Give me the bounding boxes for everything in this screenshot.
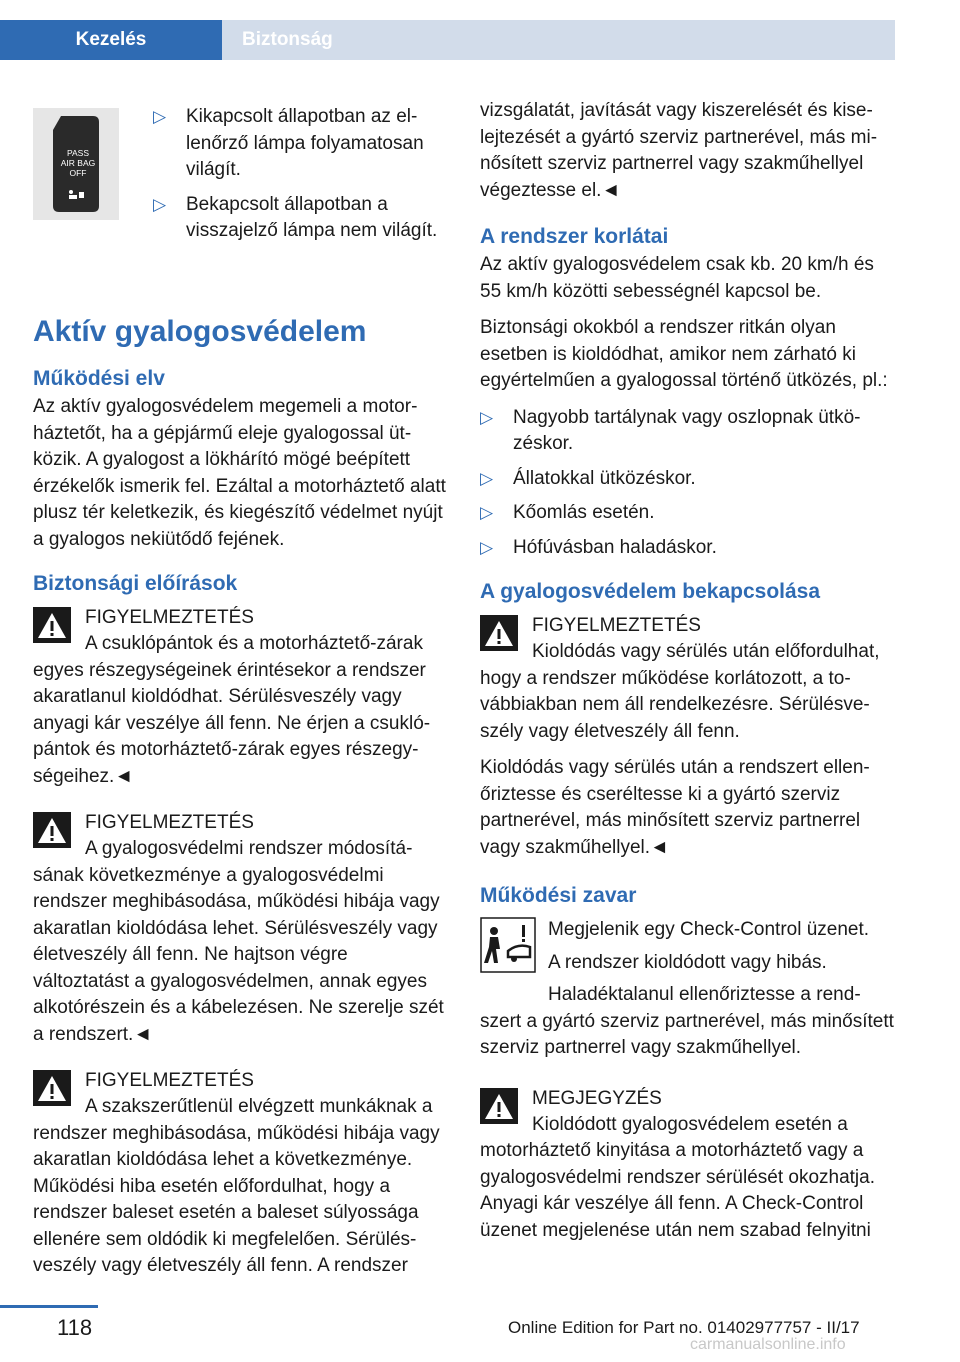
svg-text:PASS: PASS (66, 148, 90, 158)
paragraph: Kioldódás vagy sérülés után a rendszert ellenőriztesse és cseréltesse ki a gyártó szerviz partnerével, más minősített szerviz partnerrel vagy szakműhellyel.◄ (480, 757, 870, 858)
warning-block (33, 1068, 447, 1280)
warning-block (33, 810, 447, 1048)
bullet-triangle-icon: ▷ (153, 107, 167, 126)
paragraph: Biztonsági okokból a rendszer ritkán olyan esetben is kioldódhat, amikor nem zárható ki egyértelműen a gyalogossal történő ütközés, pl.: (480, 317, 888, 391)
bullet-triangle-icon: ▷ (480, 407, 494, 427)
warning-block (480, 613, 894, 745)
list-item: ▷ Hófúvásban haladáskor. (480, 535, 894, 562)
malfunction-line: A rendszer kioldódott vagy hibás. (548, 951, 827, 973)
airbag-switch-icon (33, 108, 119, 220)
right-column (480, 98, 894, 1244)
note-block (480, 1086, 894, 1245)
note-text: Kioldódott gyalogosvédelem esetén a motorháztető kinyitása a motorháztető vagy a gyalogosvédelmi rendszer sérülését okozhatja. Anyagi kár veszélye áll fenn. A Check-Control üzenet megjelenése után nem szabad felnyitni (480, 1113, 875, 1241)
bullet-triangle-icon: ▷ (480, 468, 494, 488)
svg-text:AIR BAG: AIR BAG (60, 158, 96, 168)
paragraph: vizsgálatát, javítását vagy kiszerelését és kiselejtezését a gyártó szerviz partnerével, más minősített szerviz partnerrel vagy szakműhellyel végeztesse el.◄ (480, 100, 878, 201)
list-item: ▷ Állatokkal ütközéskor. (480, 466, 894, 493)
warning-text: A csuklópántok és a motorháztető-zárak egyes részegységeinek érintésekor a rendszer akaratlanul kioldódhat. Sérülésveszély vagy anyagi kár veszélye áll fenn. Ne érjen a csuklópántok és motorháztető-zárak egyes részegységeihez.◄ (33, 633, 431, 787)
watermark: carmanualsonline.info (690, 1336, 846, 1353)
warning-heading: FIGYELMEZTETÉS (85, 607, 254, 628)
header-tabs (0, 0, 895, 60)
list-item: ▷ Bekapcsolt állapotban a visszajelző lámpa nem világít. (153, 193, 438, 241)
page-number: 118 (57, 1315, 93, 1340)
warning-icon (480, 615, 518, 651)
subsection-title: Működési zavar (480, 884, 637, 907)
tab-biztonsag[interactable]: Biztonság (222, 20, 895, 60)
footer-rule (0, 1305, 98, 1308)
paragraph: Az aktív gyalogosvédelem csak kb. 20 km/h és 55 km/h közötti sebességnél kapcsol be. (480, 254, 874, 302)
bullet-triangle-icon: ▷ (153, 194, 167, 214)
warning-heading: FIGYELMEZTETÉS (85, 1070, 254, 1091)
svg-text:OFF: OFF (69, 168, 87, 178)
warning-text: A szakszerűtlenül elvégzett munkáknak a rendszer meghibásodása, működési hibája vagy akaratlan kioldódása lehet a következménye. Működési hiba esetén előfordulhat, hogy a rendszer baleset esetén a baleset súlyossága ellenére sem oldódik ki megfelelően. Sérülésveszély vagy életveszély áll fenn. A rendszer (33, 1096, 440, 1276)
list-item: ▷ Nagyobb tartálynak vagy oszlopnak ütközéskor. (480, 406, 861, 454)
subsection-title: Biztonsági előírások (33, 572, 238, 595)
warning-icon (33, 1070, 71, 1106)
warning-icon (33, 812, 71, 848)
edition-text: Online Edition for Part no. 01402977757 - II/17 (508, 1318, 860, 1337)
warning-block (33, 605, 447, 790)
warning-heading: FIGYELMEZTETÉS (532, 615, 701, 636)
bullet-triangle-icon: ▷ (480, 503, 494, 522)
subsection-title: Működési elv (33, 367, 165, 390)
section-title: Aktív gyalogosvédelem (33, 315, 367, 348)
paragraph: Az aktív gyalogosvédelem megemeli a motorháztetőt, ha a gépjármű eleje gyalogossal ütközik. A gyalogost a lökhárító mögé beépített érzékelők ismerik fel. Ezáltal a motorháztető alatt plusz tér keletkezik, és kiegészítő védelmet nyújt a gyalogos nekiütődő fejének. (33, 396, 446, 550)
warning-heading: FIGYELMEZTETÉS (85, 812, 254, 833)
note-heading: MEGJEGYZÉS (532, 1087, 662, 1109)
subsection-title: A rendszer korlátai (480, 225, 669, 248)
bullet-triangle-icon: ▷ (480, 537, 494, 557)
list-item: ▷ Kőomlás esetén. (480, 500, 894, 527)
warning-icon (480, 1088, 518, 1124)
left-column (33, 98, 447, 1280)
malfunction-block (480, 917, 894, 1062)
list-item: ▷ Kikapcsolt állapotban az ellenőrző lámpa folyamatosan világít. (153, 106, 424, 180)
tab-kezeles[interactable]: Kezelés (0, 20, 222, 60)
warning-text: Kioldódás vagy sérülés után előfordulhat, hogy a rendszer működése korlátozott, a továbbiakban nem áll rendelkezésre. Sérülésveszély vagy életveszély áll fenn. (480, 641, 880, 742)
warning-icon (33, 607, 71, 643)
pedestrian-protection-icon (480, 917, 536, 973)
airbag-indicator-image (33, 108, 119, 220)
warning-text: A gyalogosvédelmi rendszer módosításának következménye a gyalogosvédelmi rendszer meghibásodása, működési hibája vagy akaratlan kioldódása lehet. Sérülésveszély vagy életveszély áll fenn. Ne hajtson végre változtatást a gyalogosvédelmen, annak egyes alkotórészein és a kábelezésen. Ne szerelje szét a rendszert.◄ (33, 838, 444, 1045)
subsection-title: A gyalogosvédelem bekapcsolása (480, 580, 821, 603)
malfunction-line: Megjelenik egy Check-Control üzenet. (548, 919, 870, 940)
malfunction-line: Haladéktalanul ellenőriztesse a rendszert a gyártó szerviz partnerével, más minősített szerviz partnerrel vagy szakműhellyel. (480, 984, 894, 1058)
